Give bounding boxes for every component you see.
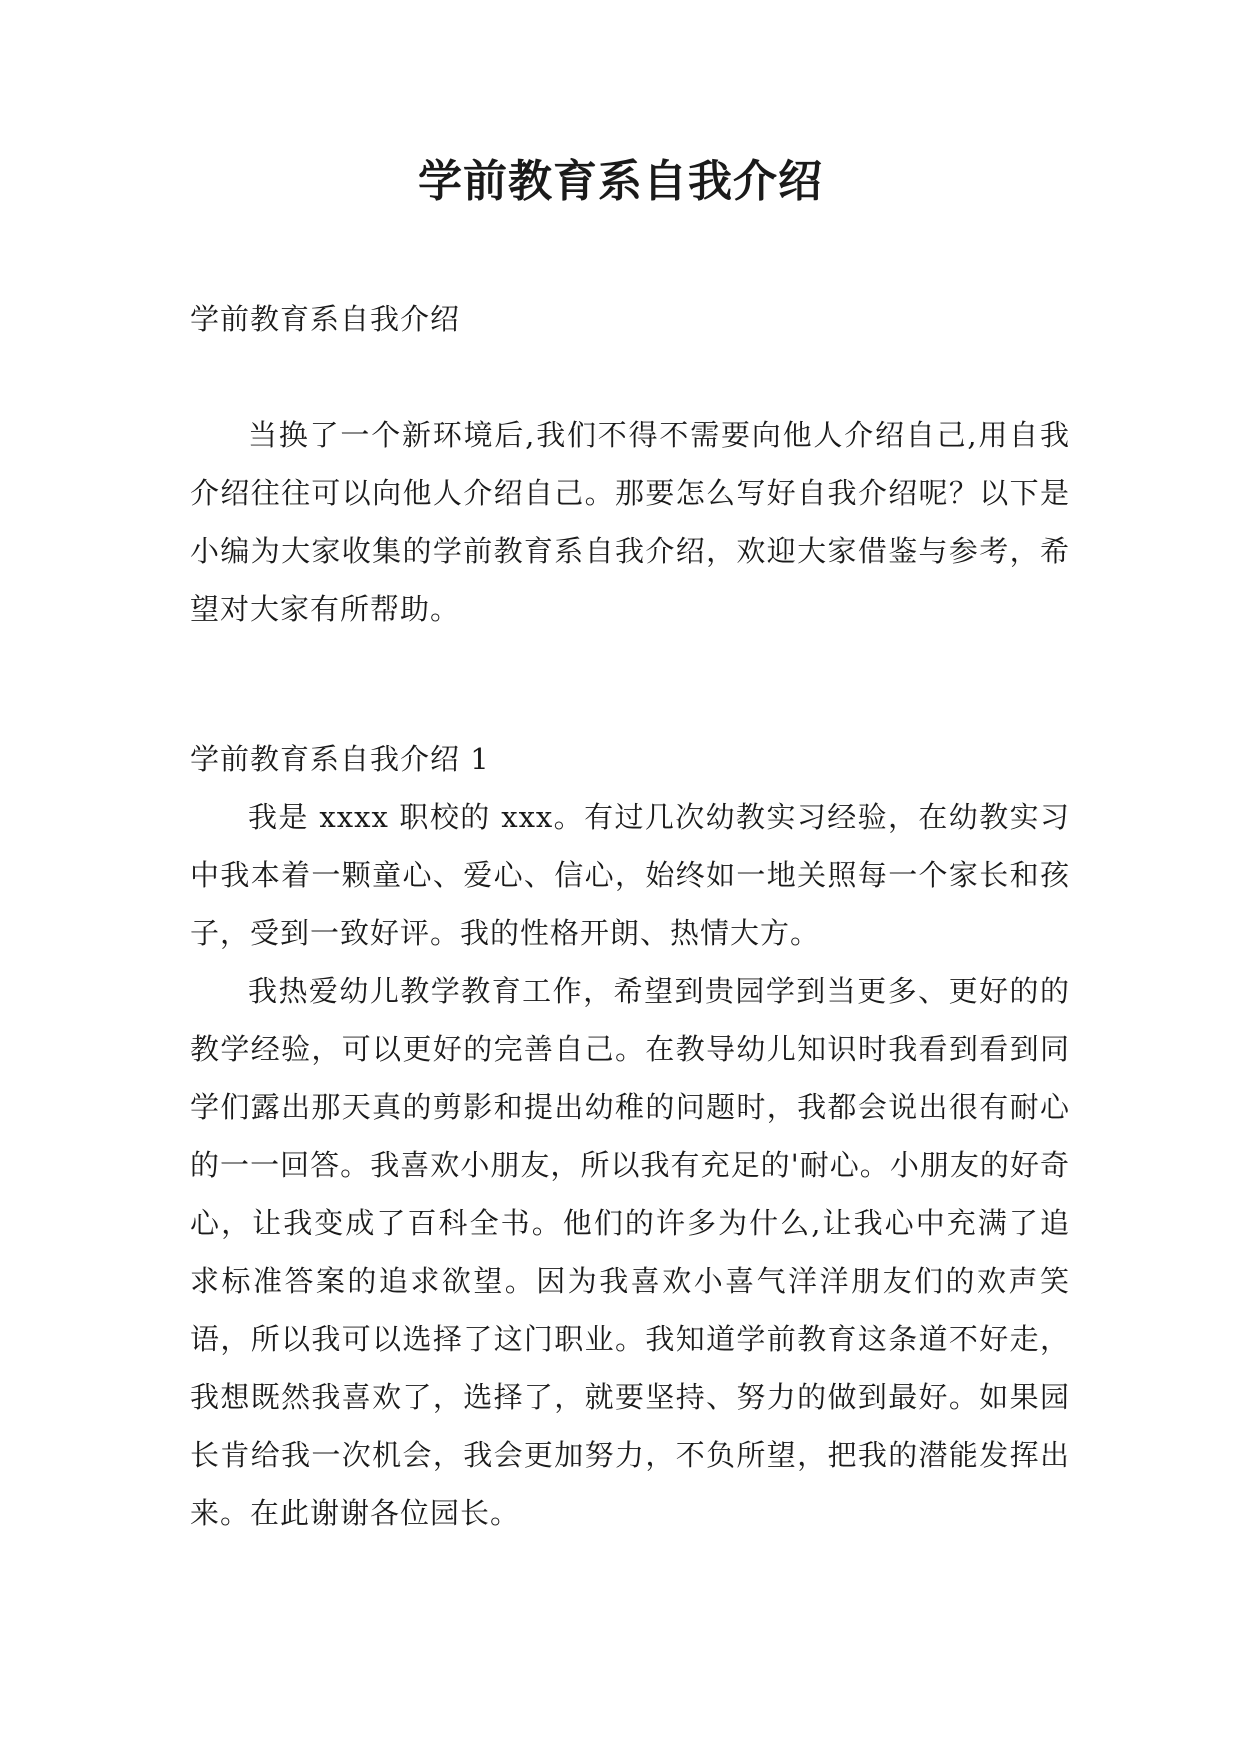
document-title: 学前教育系自我介绍: [418, 156, 823, 207]
document-body: [190, 290, 1070, 1542]
body-paragraph-1: 我是 xxxx 职校的 xxx。有过几次幼教实习经验，在幼教实习中我本着一颗童心、爱心、信心，始终如一地关照每一个家长和孩子，受到一致好评。我的性格开朗、热情大方。: [190, 800, 1070, 950]
body-paragraph-2: 我热爱幼儿教学教育工作，希望到贵园学到当更多、更好的的教学经验，可以更好的完善自己。在教导幼儿知识时我看到看到同学们露出那天真的剪影和提出幼稚的问题时，我都会说出很有耐心的一一回答。我喜欢小朋友，所以我有充足的'耐心。小朋友的好奇心，让我变成了百科全书。他们的许多为什么,让我心中充满了追求标准答案的追求欲望。因为我喜欢小喜气洋洋朋友们的欢声笑语，所以我可以选择了这门职业。我知道学前教育这条道不好走，我想既然我喜欢了，选择了，就要坚持、努力的做到最好。如果园长肯给我一次机会，我会更加努力，不负所望，把我的潜能发挥出来。在此谢谢各位园长。: [190, 974, 1070, 1530]
section-heading: 学前教育系自我介绍 1: [190, 742, 490, 776]
subtitle: 学前教育系自我介绍: [190, 302, 461, 336]
intro-paragraph: 当换了一个新环境后,我们不得不需要向他人介绍自己,用自我介绍往往可以向他人介绍自己。那要怎么写好自我介绍呢？以下是小编为大家收集的学前教育系自我介绍，欢迎大家借鉴与参考，希望对大家有所帮助。: [190, 418, 1070, 626]
